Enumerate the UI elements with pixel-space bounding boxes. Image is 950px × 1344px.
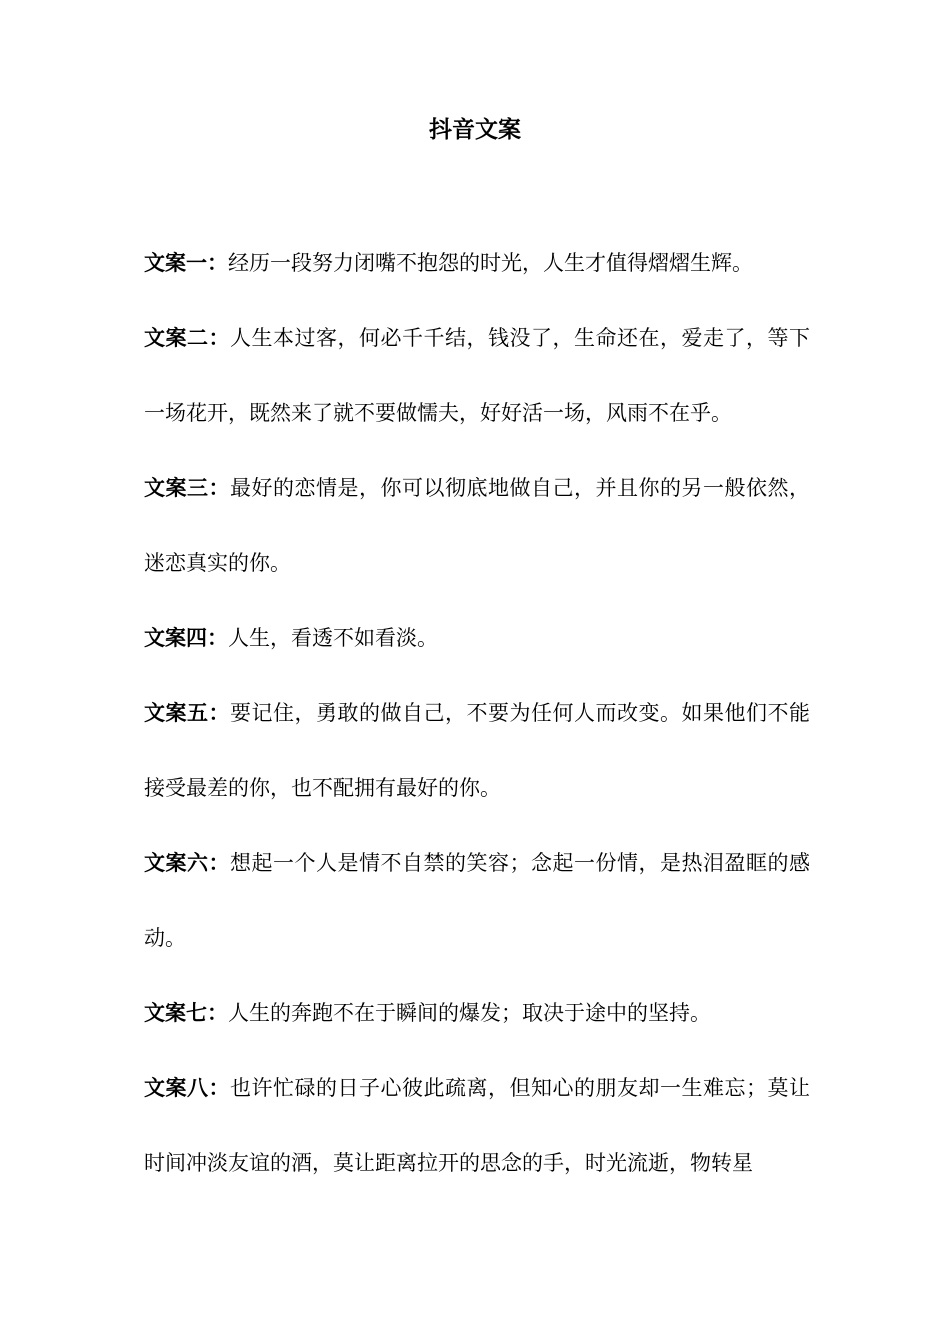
entry-label: 文案四：	[144, 626, 228, 650]
entry-label: 文案七：	[144, 1001, 228, 1025]
entry-label: 文案一：	[144, 251, 228, 275]
entry-1	[144, 226, 810, 301]
entry-7	[144, 976, 810, 1051]
entry-text: 要记住，勇敢的做自己，不要为任何人而改变。如果他们不能接受最差的你，也不配拥有最好的你。	[144, 701, 810, 800]
entry-label: 文案八：	[144, 1076, 230, 1100]
entry-text: 人生本过客，何必千千结，钱没了，生命还在，爱走了，等下一场花开，既然来了就不要做懦夫，好好活一场，风雨不在乎。	[144, 326, 810, 425]
entry-label: 文案三：	[144, 476, 230, 500]
entry-label: 文案五：	[144, 701, 230, 725]
entry-label: 文案二：	[144, 326, 230, 350]
entry-text: 经历一段努力闭嘴不抱怨的时光，人生才值得熠熠生辉。	[228, 251, 753, 275]
page-title: 抖音文案	[429, 117, 521, 143]
entry-3	[144, 451, 810, 601]
entry-label: 文案六：	[144, 851, 230, 875]
entry-8	[144, 1051, 810, 1201]
entry-text: 人生的奔跑不在于瞬间的爆发；取决于途中的坚持。	[228, 1001, 711, 1025]
entry-2	[144, 301, 810, 451]
entry-text: 也许忙碌的日子心彼此疏离，但知心的朋友却一生难忘；莫让时间冲淡友谊的酒，莫让距离拉开的思念的手，时光流逝，物转星	[144, 1076, 810, 1175]
entry-text: 想起一个人是情不自禁的笑容；念起一份情，是热泪盈眶的感动。	[144, 851, 810, 950]
entry-4	[144, 601, 810, 676]
document-body	[144, 226, 810, 1201]
entry-5	[144, 676, 810, 826]
entry-6	[144, 826, 810, 976]
entry-text: 人生，看透不如看淡。	[228, 626, 438, 650]
entry-text: 最好的恋情是，你可以彻底地做自己，并且你的另一般依然，迷恋真实的你。	[144, 476, 810, 575]
